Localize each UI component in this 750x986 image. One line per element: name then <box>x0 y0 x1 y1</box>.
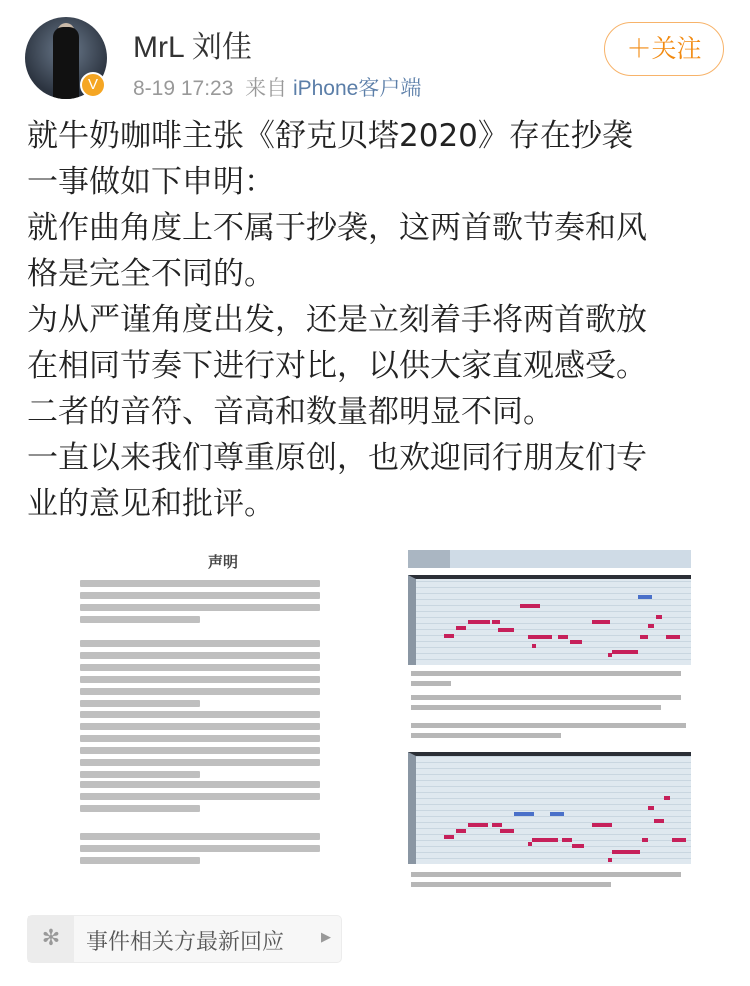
post-line: 就作曲角度上不属于抄袭，这两首歌节奏和风 <box>27 210 647 246</box>
post-meta <box>133 72 421 102</box>
blurred-caption-line <box>411 872 681 877</box>
blurred-text-line <box>80 700 200 707</box>
note-mark <box>642 838 648 842</box>
note-mark <box>444 835 454 839</box>
blurred-text-line <box>80 676 320 683</box>
post-line: 业的意见和批评。 <box>27 486 275 522</box>
blurred-text-line <box>80 857 200 864</box>
blurred-text-line <box>80 759 320 766</box>
note-mark <box>492 823 502 827</box>
note-mark <box>562 838 572 842</box>
blurred-text-line <box>80 640 320 647</box>
note-mark <box>592 823 612 827</box>
blurred-text-line <box>80 711 320 718</box>
blurred-caption-line <box>411 705 661 710</box>
post-line: 二者的音符、音高和数量都明显不同。 <box>27 394 554 430</box>
blurred-caption-line <box>411 882 611 887</box>
piano-roll-comparison-image[interactable] <box>405 547 693 892</box>
note-mark <box>570 640 582 644</box>
blurred-caption-line <box>411 671 681 676</box>
note-mark <box>492 620 500 624</box>
note-mark <box>664 796 670 800</box>
note-mark <box>572 844 584 848</box>
blurred-text-line <box>80 664 320 671</box>
post-line: 为从严谨角度出发，还是立刻着手将两首歌放 <box>27 302 647 338</box>
note-mark <box>456 829 466 833</box>
note-mark <box>656 615 662 619</box>
post-time: 8-19 17:23 <box>133 77 234 100</box>
note-mark <box>532 838 558 842</box>
piano-roll-2 <box>408 752 691 864</box>
related-response-button[interactable] <box>27 915 342 963</box>
blurred-text-line <box>80 735 320 742</box>
note-mark <box>648 806 654 810</box>
post-line: 一事做如下申明： <box>27 164 275 200</box>
note-mark <box>640 635 648 639</box>
blurred-text-line <box>80 833 320 840</box>
note-mark <box>468 823 488 827</box>
blurred-text-line <box>80 688 320 695</box>
blurred-text-line <box>80 805 200 812</box>
blurred-text-line <box>80 845 320 852</box>
blurred-text-line <box>80 616 200 623</box>
note-mark <box>456 626 466 630</box>
post-line: 在相同节奏下进行对比，以供大家直观感受。 <box>27 348 647 384</box>
blurred-text-line <box>80 781 320 788</box>
user-name[interactable]: MrL 刘佳 <box>133 31 252 64</box>
note-mark <box>638 595 652 599</box>
toolbar-strip <box>408 550 691 568</box>
note-mark <box>654 819 664 823</box>
blurred-caption-line <box>411 733 561 738</box>
note-mark <box>520 604 540 608</box>
arrow-right-icon: ▶ <box>321 930 331 945</box>
loading-dots-icon: ✻ <box>28 916 74 962</box>
blurred-caption-line <box>411 723 686 728</box>
blurred-text-line <box>80 793 320 800</box>
piano-roll-1 <box>408 575 691 665</box>
note-mark <box>550 812 564 816</box>
note-mark <box>514 812 534 816</box>
note-mark <box>648 624 654 628</box>
note-mark <box>592 620 610 624</box>
related-response-label: 事件相关方最新回应 <box>86 930 285 955</box>
note-mark <box>612 650 638 654</box>
blurred-caption-line <box>411 681 451 686</box>
blurred-text-line <box>80 604 320 611</box>
note-mark <box>498 628 514 632</box>
statement-title: 声明 <box>207 553 238 571</box>
post-line: 格是完全不同的。 <box>27 256 275 292</box>
note-mark <box>558 635 568 639</box>
note-mark <box>500 829 514 833</box>
statement-image[interactable] <box>62 543 384 888</box>
note-mark <box>468 620 490 624</box>
note-mark <box>672 838 686 842</box>
blurred-text-line <box>80 652 320 659</box>
post-line: 一直以来我们尊重原创，也欢迎同行朋友们专 <box>27 440 647 476</box>
blurred-text-line <box>80 723 320 730</box>
note-mark <box>666 635 680 639</box>
blurred-text-line <box>80 592 320 599</box>
blurred-text-line <box>80 747 320 754</box>
note-mark <box>612 850 640 854</box>
blurred-text-line <box>80 771 200 778</box>
follow-button[interactable]: ＋关注 <box>604 22 724 76</box>
note-mark <box>528 842 532 846</box>
note-mark <box>608 858 612 862</box>
blurred-caption-line <box>411 695 681 700</box>
verified-badge-icon: V <box>80 72 106 98</box>
note-mark <box>444 634 454 638</box>
source-link[interactable]: iPhone客户端 <box>292 77 422 100</box>
note-mark <box>528 635 552 639</box>
blurred-text-line <box>80 580 320 587</box>
post-text <box>27 113 742 527</box>
source-prefix: 来自 <box>245 77 288 100</box>
post-line: 就牛奶咖啡主张《舒克贝塔2020》存在抄袭 <box>27 118 633 154</box>
note-mark <box>532 644 536 648</box>
